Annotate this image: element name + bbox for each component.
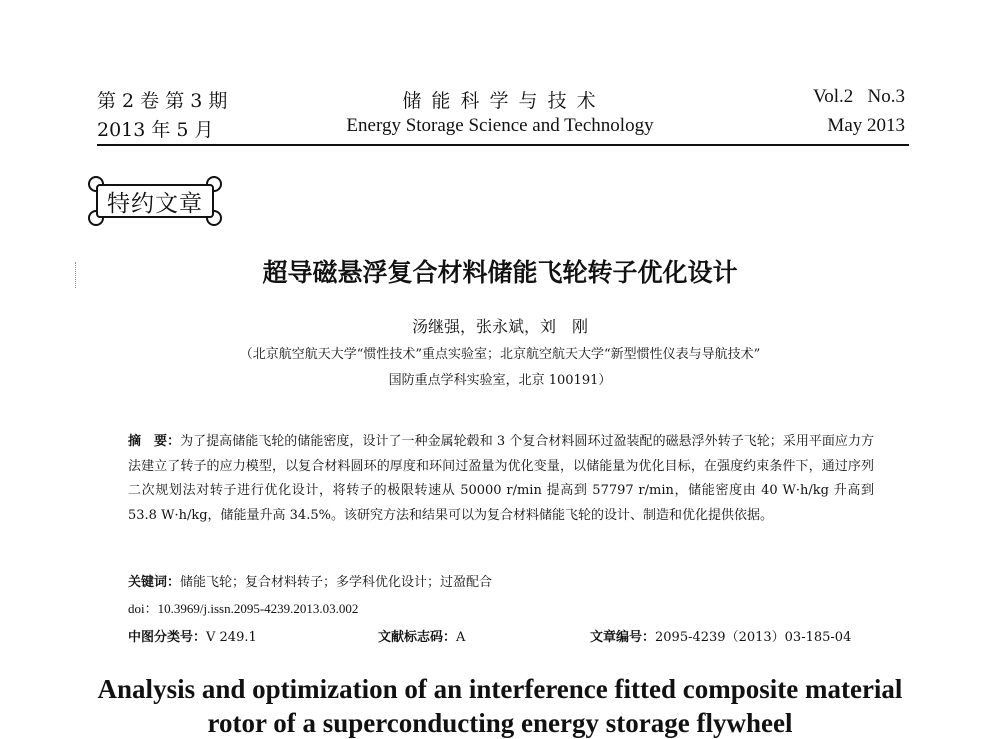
article-number-value: 2095-4239（2013）03-185-04 xyxy=(655,630,852,645)
abstract xyxy=(128,430,874,528)
journal-title-en: Energy Storage Science and Technology xyxy=(346,115,654,136)
article-number-label: 文章编号： xyxy=(590,630,656,645)
abstract-label: 摘 要： xyxy=(128,434,181,449)
document-code xyxy=(378,626,465,645)
article-title-cn: 超导磁悬浮复合材料储能飞轮转子优化设计 xyxy=(262,258,738,287)
volume-number: Vol.2 No.3 xyxy=(812,86,905,107)
clc-value: V 249.1 xyxy=(206,630,257,645)
date-en: May 2013 xyxy=(827,115,905,136)
keywords-text: 储能飞轮；复合材料转子；多学科优化设计；过盈配合 xyxy=(180,575,493,590)
clc-label: 中图分类号： xyxy=(128,630,207,645)
article-title-en-line-2: rotor of a superconducting energy storage flywheel xyxy=(207,708,793,738)
date-cn: 2013 年 5 月 xyxy=(97,119,214,141)
keywords-label: 关键词： xyxy=(128,575,181,590)
article-number xyxy=(590,626,851,645)
authors: 汤继强，张永斌，刘 刚 xyxy=(411,317,588,336)
clc-number xyxy=(128,626,257,645)
abstract-text: 为了提高储能飞轮的储能密度，设计了一种金属轮毂和 3 个复合材料圆环过盈装配的磁悬浮外转子飞轮；采用平面应力方法建立了转子的应力模型，以复合材料圆环的厚度和环间过盈量为优化变量，以储能量为优化目标，在强度约束条件下，通过序列二次规划法对转子进行优化设计，将转子的极限转速从 50000 r/min 提高到 57797 r/min，储能密度由 40 W·h/kg 升高到 53.8 W·h/kg，储能量升高 34.5%。该研究方法和结果可以为复合材料储能飞轮的设计、制造和优化提供依据。 xyxy=(128,434,874,523)
keywords xyxy=(128,571,492,590)
issue-cn: 第 2 卷 第 3 期 xyxy=(97,90,228,112)
doc-code-value: A xyxy=(456,630,466,645)
badge-label: 特约文章 xyxy=(96,184,214,218)
special-article-badge xyxy=(88,176,222,226)
header-rule xyxy=(97,144,909,146)
affiliation-line-2: 国防重点学科实验室，北京 100191） xyxy=(388,373,612,388)
affiliation-line-1: （北京航空航天大学“惯性技术”重点实验室；北京航空航天大学“新型惯性仪表与导航技术” xyxy=(239,347,761,362)
doc-code-label: 文献标志码： xyxy=(378,630,457,645)
journal-title-cn: 储 能 科 学 与 技 术 xyxy=(402,90,598,112)
doi[interactable]: doi：10.3969/j.issn.2095-4239.2013.03.002 xyxy=(128,601,359,616)
article-title-en-line-1: Analysis and optimization of an interference fitted composite material xyxy=(97,674,903,704)
